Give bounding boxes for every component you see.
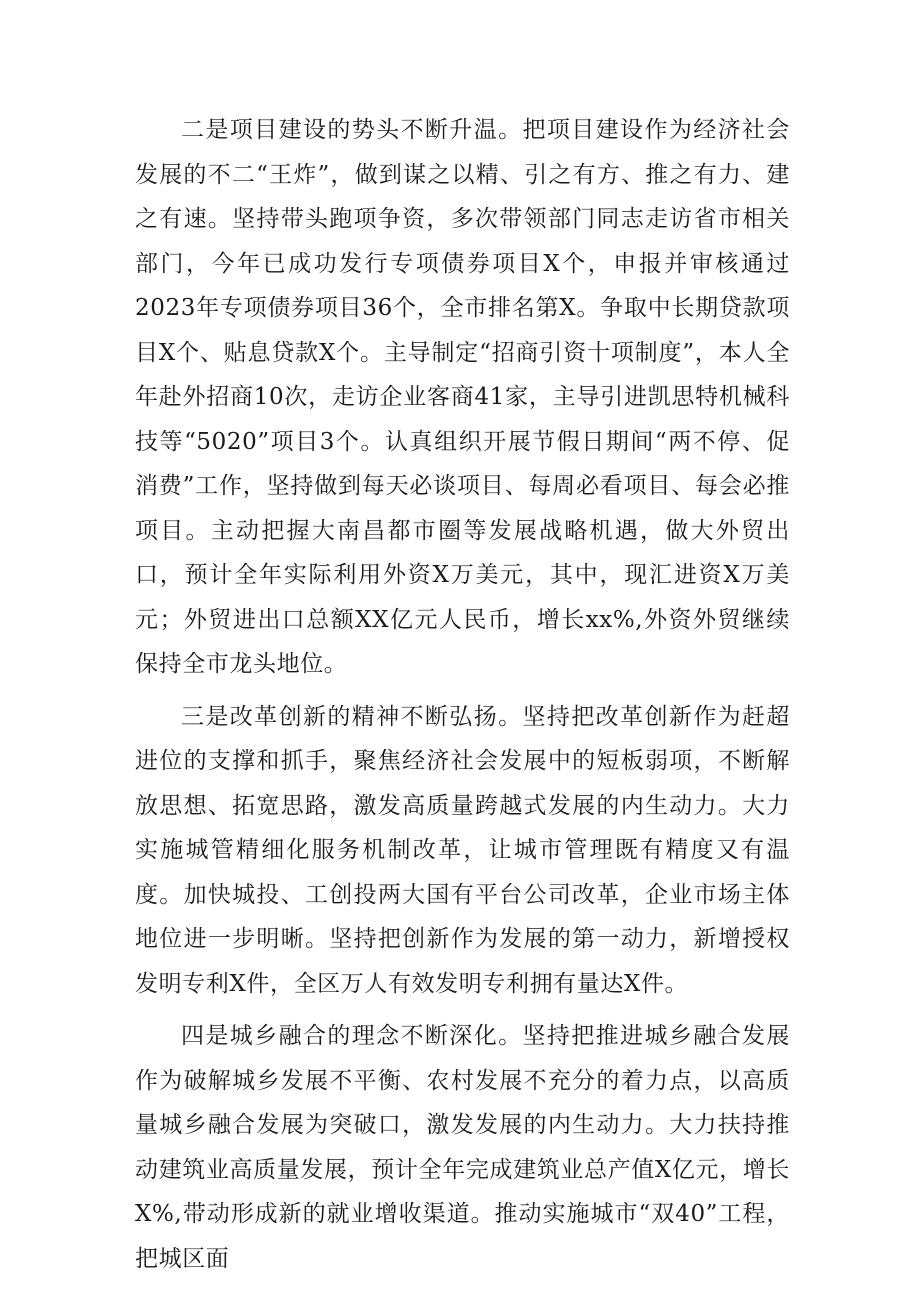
document-body	[135, 108, 790, 1281]
paragraph-reform-innovation: 三是改革创新的精神不断弘扬。坚持把改革创新作为赶超进位的支撑和抓手，聚焦经济社会发展中的短板弱项，不断解放思想、拓宽思路，激发高质量跨越式发展的内生动力。大力实施城管精细化服务机制改革，让城市管理既有精度又有温度。加快城投、工创投两大国有平台公司改革，企业市场主体地位进一步明晰。坚持把创新作为发展的第一动力，新增授权发明专利X件，全区万人有效发明专利拥有量达X件。	[135, 703, 790, 997]
paragraph-project-construction: 二是项目建设的势头不断升温。把项目建设作为经济社会发展的不二“王炸”，做到谋之以精、引之有方、推之有力、建之有速。坚持带头跑项争资，多次带领部门同志走访省市相关部门，今年已成功发行专项债券项目X个，申报并审核通过2023年专项债券项目36个，全市排名第X。争取中长期贷款项目X个、贴息贷款X个。主导制定“招商引资十项制度”，本人全年赴外招商10次，走访企业客商41家，主导引进凯思特机械科技等“5020”项目3个。认真组织开展节假日期间“两不停、促消费”工作，坚持做到每天必谈项目、每周必看项目、每会必推项目。主动把握大南昌都市圈等发展战略机遇，做大外贸出口，预计全年实际利用外资X万美元，其中，现汇进资X万美元；外贸进出口总额XX亿元人民币，增长xx%,外资外贸继续保持全市龙头地位。	[135, 117, 790, 677]
paragraph-urban-rural-integration: 四是城乡融合的理念不断深化。坚持把推进城乡融合发展作为破解城乡发展不平衡、农村发展不充分的着力点，以高质量城乡融合发展为突破口，激发发展的内生动力。大力扶持推动建筑业高质量发展，预计全年完成建筑业总产值X亿元，增长X%,带动形成新的就业增收渠道。推动实施城市“双40”工程，把城区面	[135, 1023, 790, 1272]
